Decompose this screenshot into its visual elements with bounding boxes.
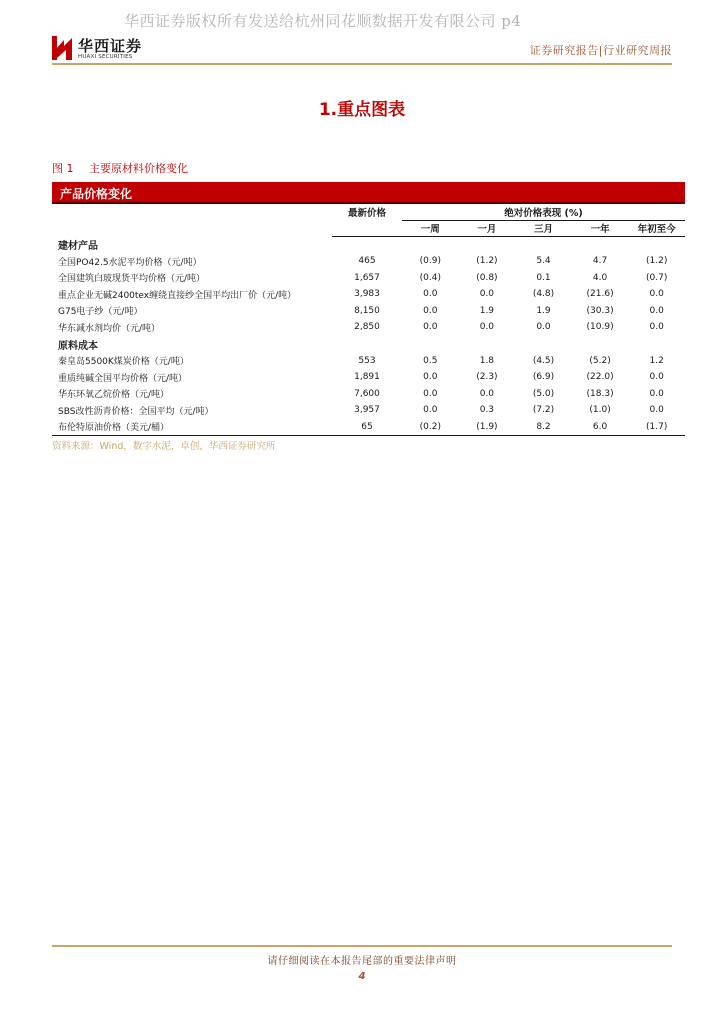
row-label: G75电子纱（元/吨） [58, 307, 143, 318]
row-label: 重质纯碱全国平均价格（元/吨） [58, 373, 188, 384]
huaxi-logo-icon [52, 34, 72, 60]
performance-cell: (1.2) [476, 256, 498, 267]
table-row [52, 319, 685, 336]
performance-cell: (4.5) [532, 355, 555, 366]
table-row [52, 303, 685, 320]
performance-cell: 4.0 [592, 272, 608, 283]
col-header-3month: 三月 [515, 220, 572, 236]
latest-price-cell: 7,600 [354, 388, 380, 399]
row-label: 全国PO42.5水泥平均价格（元/吨） [58, 257, 202, 268]
table-row [52, 402, 685, 419]
latest-price-cell: 1,891 [354, 372, 380, 383]
performance-cell: 0.0 [479, 388, 495, 399]
performance-cell: (5.0) [532, 388, 555, 399]
latest-price-cell: 65 [332, 419, 402, 436]
performance-cell: (0.7) [646, 272, 668, 283]
performance-cell: 0.0 [649, 322, 664, 333]
page-number: 4 [358, 971, 366, 982]
row-label: 华东减水剂均价（元/吨） [58, 323, 161, 334]
performance-cell: 0.0 [423, 405, 438, 416]
group-label: 原料成本 [58, 340, 98, 352]
report-type: 证券研究报告|行业研究周报 [529, 44, 672, 57]
performance-cell: 1.9 [479, 305, 495, 316]
performance-cell: (0.9) [419, 256, 441, 267]
performance-cell: 0.0 [479, 322, 495, 333]
table-group-row [52, 236, 685, 253]
performance-cell: 8.2 [515, 419, 572, 436]
performance-cell: 6.0 [572, 419, 629, 436]
performance-header: 绝对价格表现 (%) [402, 204, 685, 220]
price-table-container [52, 182, 685, 452]
table-row [52, 270, 685, 287]
latest-price-cell: 553 [358, 355, 376, 366]
col-header-ytd: 年初至今 [628, 220, 685, 236]
performance-cell: 1.8 [479, 355, 495, 366]
row-label: 重点企业无碱2400tex缠绕直接纱全国平均出厂价（元/吨） [58, 290, 297, 301]
subheader-blank [52, 220, 332, 236]
figure-caption [52, 160, 188, 176]
performance-cell: 0.3 [479, 405, 495, 416]
performance-cell: 5.4 [536, 256, 551, 267]
performance-cell: (6.9) [532, 372, 555, 383]
group-label: 建材产品 [58, 241, 98, 253]
table-row [52, 286, 685, 303]
table-subheader-row [52, 220, 685, 236]
row-label: SBS改性沥青价格：全国平均（元/吨） [58, 406, 214, 417]
table-row [52, 419, 685, 436]
performance-cell: 0.0 [649, 372, 664, 383]
price-change-table [52, 204, 685, 436]
performance-cell: (1.0) [589, 405, 611, 416]
performance-cell: (22.0) [586, 372, 614, 383]
latest-price-cell: 3,983 [354, 289, 380, 300]
watermark-text: 华西证券版权所有发送给杭州同花顺数据开发有限公司 p4 [124, 12, 522, 30]
row-label: 布伦特原油价格（美元/桶） [52, 419, 332, 436]
performance-cell: (30.3) [586, 305, 614, 316]
logo-name-en: HUAXI SECURITIES [78, 54, 133, 60]
figure-caption-text: 主要原材料价格变化 [89, 162, 188, 175]
performance-cell: 0.5 [423, 355, 438, 366]
source-note: 资料来源：Wind，数字水泥，卓创，华西证券研究所 [52, 440, 276, 452]
footer-disclaimer: 请仔细阅读在本报告尾部的重要法律声明 [267, 956, 457, 967]
header-blank [52, 204, 332, 220]
performance-cell: 0.0 [649, 289, 664, 300]
logo-name-cn: 华西证券 [78, 37, 143, 55]
table-row [52, 353, 685, 370]
row-label: 华东环氧乙烷价格（元/吨） [58, 390, 170, 401]
latest-price-cell: 8,150 [354, 305, 380, 316]
latest-price-cell: 465 [358, 256, 376, 267]
performance-cell: 0.0 [423, 372, 438, 383]
performance-cell: 0.0 [423, 305, 438, 316]
table-row [52, 386, 685, 403]
performance-cell: (5.2) [589, 355, 611, 366]
latest-price-header: 最新价格 [347, 208, 386, 219]
performance-cell: 4.7 [592, 256, 608, 267]
performance-cell: 0.0 [423, 322, 438, 333]
performance-cell: (1.2) [646, 256, 668, 267]
performance-cell: (1.7) [628, 419, 685, 436]
table-body [52, 236, 685, 435]
header-divider [52, 63, 672, 65]
performance-cell: (18.3) [586, 388, 614, 399]
performance-cell: 0.0 [423, 388, 438, 399]
performance-cell: 0.0 [479, 289, 495, 300]
figure-number: 图 1 [52, 162, 74, 175]
col-header-week: 一周 [402, 220, 459, 236]
table-title: 产品价格变化 [52, 182, 685, 204]
performance-cell: (10.9) [586, 322, 614, 333]
performance-cell: 0.0 [649, 405, 664, 416]
performance-cell: (21.6) [586, 289, 614, 300]
performance-cell: (4.8) [532, 289, 555, 300]
performance-cell: (7.2) [532, 405, 555, 416]
row-label: 全国建筑白玻现货平均价格（元/吨） [58, 274, 206, 285]
row-label: 秦皇岛5500K煤炭价格（元/吨） [58, 357, 189, 368]
performance-cell: (0.4) [419, 272, 441, 283]
latest-price-cell: 1,657 [354, 272, 380, 283]
section-title: 1.重点图表 [318, 100, 406, 120]
latest-price-cell: 2,850 [354, 322, 380, 333]
performance-cell: (0.2) [402, 419, 459, 436]
company-logo [52, 34, 162, 62]
footer-divider [52, 945, 672, 947]
performance-cell: 1.9 [536, 305, 551, 316]
table-group-row [52, 336, 685, 353]
col-header-month: 一月 [459, 220, 516, 236]
col-header-year: 一年 [572, 220, 629, 236]
performance-cell: 1.2 [649, 355, 664, 366]
table-row [52, 369, 685, 386]
table-header-row [52, 204, 685, 220]
performance-cell: (2.3) [476, 372, 498, 383]
performance-cell: 0.0 [649, 305, 664, 316]
latest-price-cell: 3,957 [354, 405, 380, 416]
performance-cell: 0.0 [536, 322, 551, 333]
performance-cell: 0.1 [536, 272, 551, 283]
performance-cell: (1.9) [459, 419, 516, 436]
performance-cell: 0.0 [423, 289, 438, 300]
performance-cell: 0.0 [649, 388, 664, 399]
performance-cell: (0.8) [476, 272, 498, 283]
subheader-latest [332, 220, 402, 236]
table-row [52, 253, 685, 270]
